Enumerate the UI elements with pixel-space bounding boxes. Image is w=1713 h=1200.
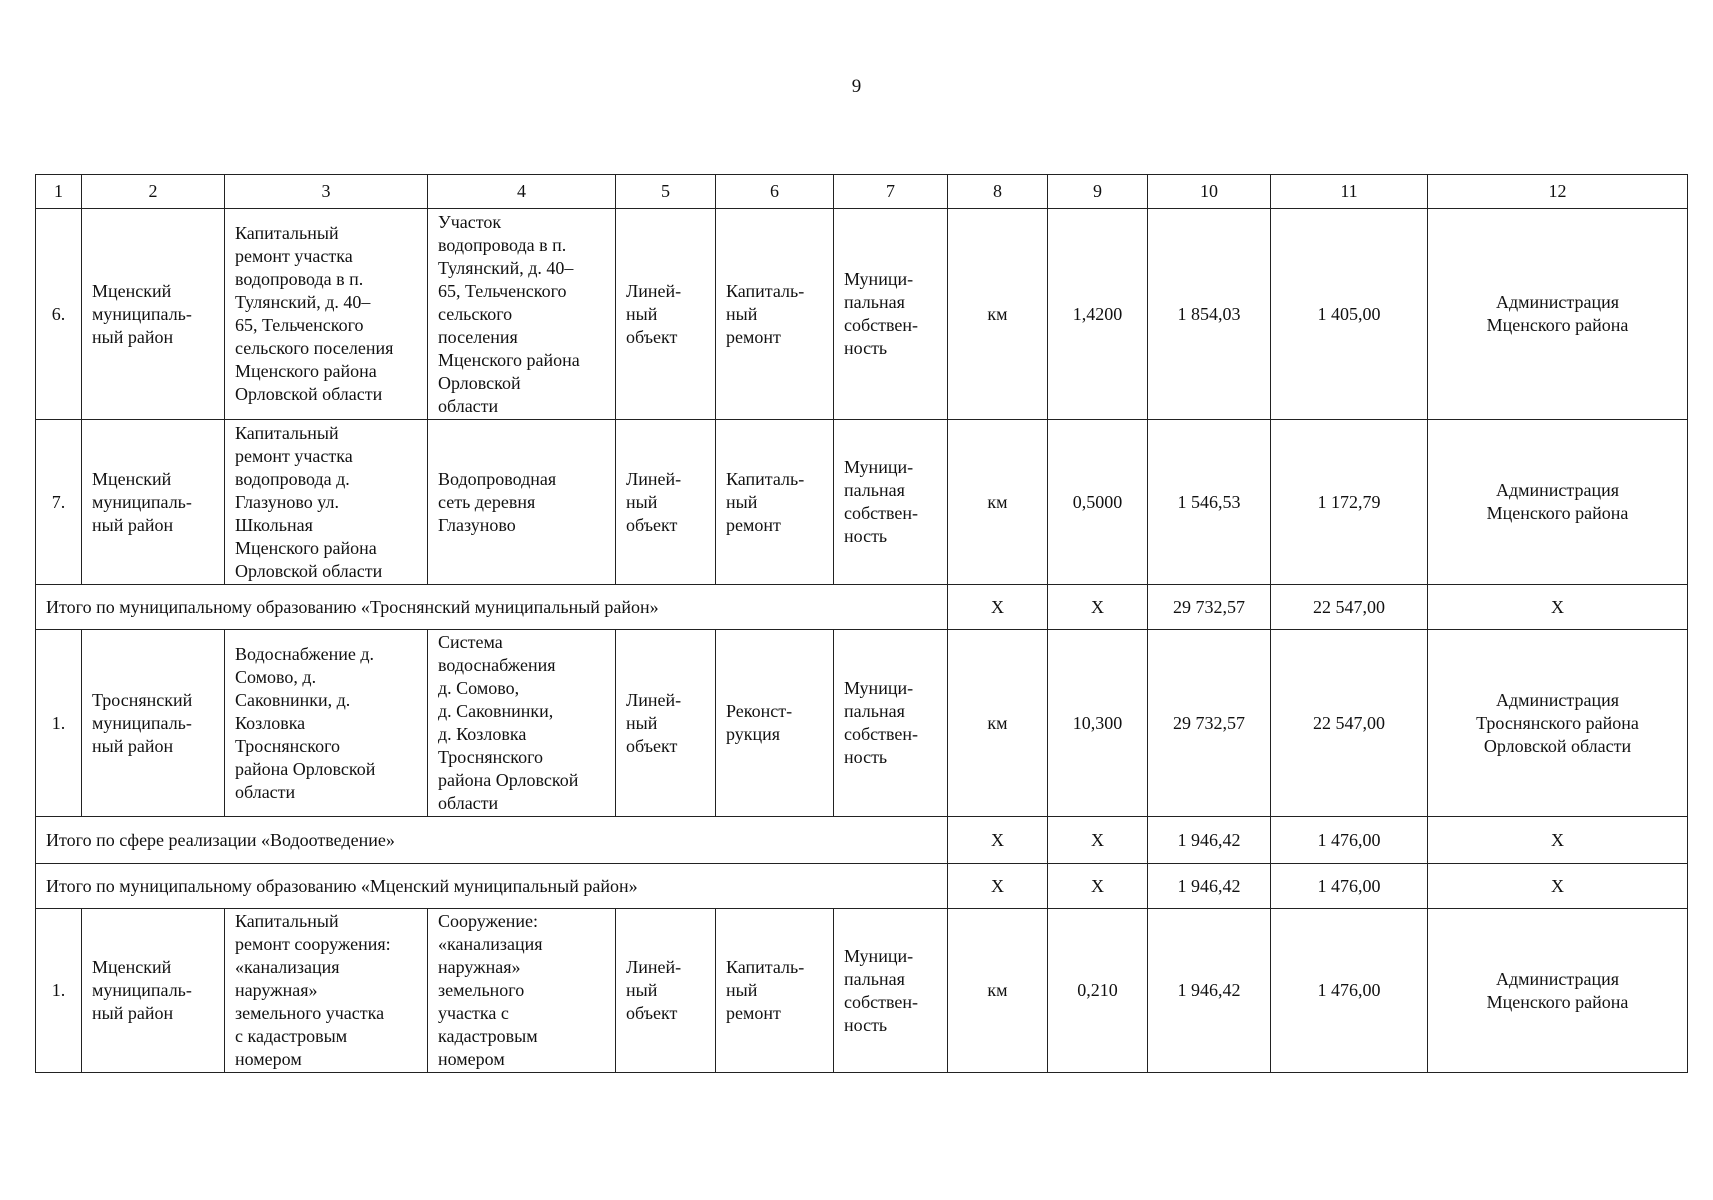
- summary-x-cell: X: [1048, 864, 1148, 909]
- ownership-cell: Муници- пальная собствен- ность: [844, 269, 919, 358]
- column-header: 5: [616, 175, 716, 209]
- cost-total-cell: 29 732,57: [1148, 630, 1271, 817]
- unit-cell: км: [948, 630, 1048, 817]
- row-number: 1.: [36, 630, 82, 817]
- work-cell: Водоснабжение д. Сомово, д. Саковнинки, д. Козловка Троснянского района Орловской области: [235, 643, 376, 802]
- summary-x-cell: X: [1428, 817, 1688, 864]
- table-row: [36, 420, 1688, 585]
- table-row: [36, 909, 1688, 1073]
- summary-x-cell: X: [1428, 585, 1688, 630]
- column-header: 2: [82, 175, 225, 209]
- cost-subsidy-cell: 1 172,79: [1271, 420, 1428, 585]
- unit-cell: км: [948, 909, 1048, 1073]
- summary-x-cell: X: [1048, 585, 1148, 630]
- summary-x-cell: X: [948, 817, 1048, 864]
- activity-cell: Капиталь- ный ремонт: [726, 280, 805, 347]
- row-number: 6.: [36, 209, 82, 420]
- table-row: [36, 209, 1688, 420]
- row-number: 7.: [36, 420, 82, 585]
- cost-total-cell: 29 732,57: [1148, 585, 1271, 630]
- column-header: 3: [225, 175, 428, 209]
- ownership-cell: Муници- пальная собствен- ность: [844, 457, 919, 546]
- ownership-cell: Муници- пальная собствен- ность: [844, 678, 919, 767]
- object-cell: Водопроводная сеть деревня Глазуново: [438, 468, 557, 535]
- type-cell: Линей- ный объект: [626, 957, 682, 1023]
- page-number: 9: [851, 76, 862, 97]
- recipient-cell: Администрация Мценского района: [1486, 968, 1629, 1012]
- ownership-cell: Муници- пальная собствен- ность: [844, 945, 919, 1035]
- quantity-cell: 0,210: [1048, 909, 1148, 1073]
- quantity-cell: 1,4200: [1048, 209, 1148, 420]
- summary-row: [36, 585, 1688, 630]
- quantity-cell: 0,5000: [1048, 420, 1148, 585]
- cost-subsidy-cell: 1 476,00: [1271, 909, 1428, 1073]
- cost-subsidy-cell: 1 476,00: [1271, 864, 1428, 909]
- district-cell: Мценский муниципаль- ный район: [92, 957, 192, 1023]
- works-table: [35, 174, 1688, 1073]
- type-cell: Линей- ный объект: [626, 689, 682, 756]
- column-header: 10: [1148, 175, 1271, 209]
- district-cell: Мценский муниципаль- ный район: [92, 280, 192, 347]
- quantity-cell: 10,300: [1048, 630, 1148, 817]
- activity-cell: Капиталь- ный ремонт: [726, 957, 805, 1023]
- summary-x-cell: X: [948, 864, 1048, 909]
- column-header: 9: [1048, 175, 1148, 209]
- column-header: 6: [716, 175, 834, 209]
- summary-label: Итого по муниципальному образованию «Троснянский муниципальный район»: [36, 585, 948, 630]
- column-header: 4: [428, 175, 616, 209]
- column-header: 1: [36, 175, 82, 209]
- table-header-row: [36, 175, 1688, 209]
- cost-total-cell: 1 546,53: [1148, 420, 1271, 585]
- object-cell: Система водоснабжения д. Сомово, д. Саковнинки, д. Козловка Троснянского района Орловской области: [438, 632, 579, 813]
- summary-x-cell: X: [1048, 817, 1148, 864]
- type-cell: Линей- ный объект: [626, 280, 682, 347]
- activity-cell: Капиталь- ный ремонт: [726, 468, 805, 535]
- cost-subsidy-cell: 1 476,00: [1271, 817, 1428, 864]
- row-number: 1.: [36, 909, 82, 1073]
- object-cell: Сооружение: «канализация наружная» земельного участка с кадастровым номером: [438, 911, 543, 1069]
- column-header: 12: [1428, 175, 1688, 209]
- summary-row: [36, 864, 1688, 909]
- unit-cell: км: [948, 209, 1048, 420]
- summary-row: [36, 817, 1688, 864]
- district-cell: Троснянский муниципаль- ный район: [92, 689, 193, 756]
- column-header: 11: [1271, 175, 1428, 209]
- cost-total-cell: 1 854,03: [1148, 209, 1271, 420]
- cost-total-cell: 1 946,42: [1148, 864, 1271, 909]
- unit-cell: км: [948, 420, 1048, 585]
- object-cell: Участок водопровода в п. Тулянский, д. 40– 65, Тельченского сельского поселения Мценского района Орловской области: [438, 211, 580, 416]
- activity-cell: Реконст- рукция: [726, 701, 793, 744]
- summary-x-cell: X: [1428, 864, 1688, 909]
- column-header: 8: [948, 175, 1048, 209]
- recipient-cell: Администрация Мценского района: [1486, 292, 1629, 335]
- cost-subsidy-cell: 22 547,00: [1271, 630, 1428, 817]
- cost-subsidy-cell: 1 405,00: [1271, 209, 1428, 420]
- work-cell: Капитальный ремонт сооружения: «канализация наружная» земельного участка с кадастровым номером: [235, 911, 391, 1069]
- cost-subsidy-cell: 22 547,00: [1271, 585, 1428, 630]
- recipient-cell: Администрация Мценского района: [1486, 480, 1629, 523]
- table-row: [36, 630, 1688, 817]
- column-header: 7: [834, 175, 948, 209]
- summary-label: Итого по сфере реализации «Водоотведение»: [36, 817, 948, 864]
- work-cell: Капитальный ремонт участка водопровода д. Глазуново ул. Школьная Мценского района Орловской области: [235, 422, 383, 581]
- summary-x-cell: X: [948, 585, 1048, 630]
- recipient-cell: Администрация Троснянского района Орловской области: [1476, 689, 1639, 756]
- district-cell: Мценский муниципаль- ный район: [92, 468, 192, 535]
- work-cell: Капитальный ремонт участка водопровода в п. Тулянский, д. 40– 65, Тельченского сельского поселения Мценского района Орловской области: [235, 223, 394, 404]
- cost-total-cell: 1 946,42: [1148, 909, 1271, 1073]
- summary-label: Итого по муниципальному образованию «Мценский муниципальный район»: [36, 864, 948, 909]
- cost-total-cell: 1 946,42: [1148, 817, 1271, 864]
- type-cell: Линей- ный объект: [626, 468, 682, 535]
